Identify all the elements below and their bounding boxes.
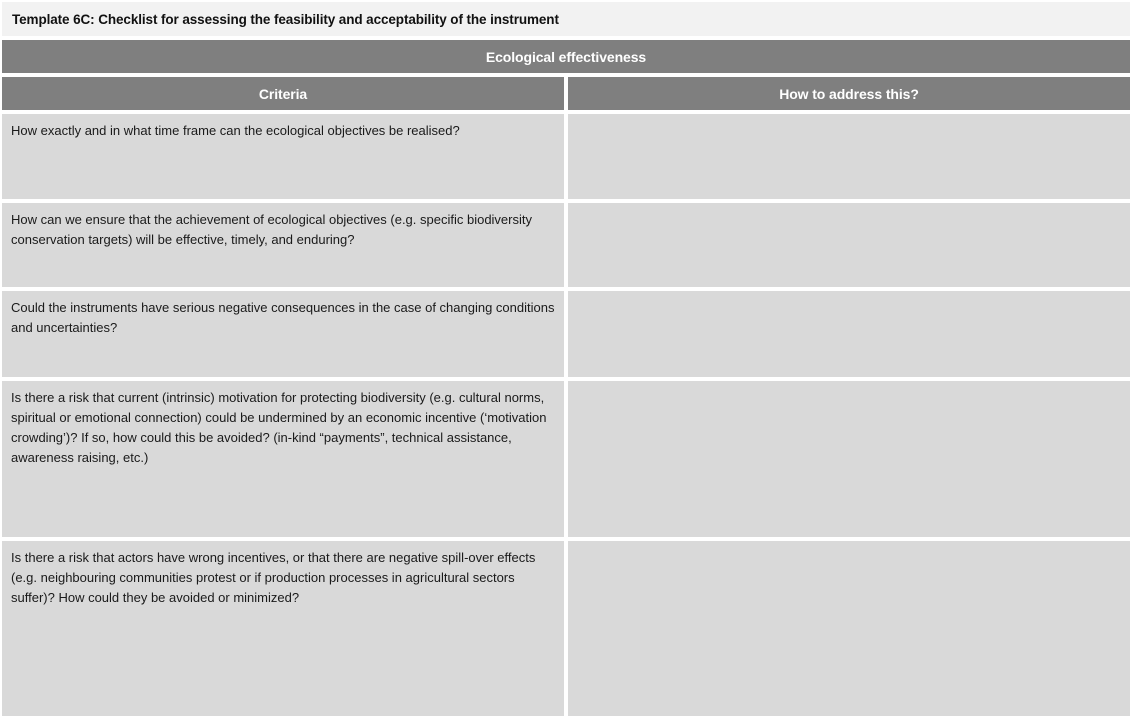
table-row — [2, 381, 1130, 537]
table-row — [2, 203, 1130, 287]
answer-cell[interactable] — [568, 114, 1130, 199]
column-header-criteria-label: Criteria — [258, 85, 308, 102]
table-row — [2, 114, 1130, 199]
column-header-how-to-address-label: How to address this? — [779, 85, 919, 102]
answer-cell[interactable] — [568, 381, 1130, 537]
criteria-cell: Could the instruments have serious negative consequences in the case of changing conditions and uncertainties? — [2, 291, 564, 377]
table-row — [2, 291, 1130, 377]
criteria-cell: How exactly and in what time frame can the ecological objectives be realised? — [2, 114, 564, 199]
criteria-cell: How can we ensure that the achievement of ecological objectives (e.g. specific biodiversity conservation targets) will be effective, timely, and enduring? — [2, 203, 564, 287]
criteria-cell: Is there a risk that current (intrinsic) motivation for protecting biodiversity (e.g. cultural norms, spiritual or emotional connection) could be undermined by an economic incentive (‘motivation crowding’)? If so, how could this be avoided? (in-kind “payments”, technical assistance, awareness raising, etc.) — [2, 381, 564, 537]
table-header-row — [2, 77, 1130, 110]
table-row — [2, 541, 1130, 716]
answer-cell[interactable] — [568, 291, 1130, 377]
column-header-criteria — [2, 77, 564, 110]
section-header-label: Ecological effectiveness — [485, 48, 647, 65]
section-header-ecological-effectiveness — [2, 40, 1130, 73]
criteria-cell: Is there a risk that actors have wrong incentives, or that there are negative spill-over effects (e.g. neighbouring communities protest or if production processes in agricultural sectors suffer)? How could they be avoided or minimized? — [2, 541, 564, 716]
answer-cell[interactable] — [568, 541, 1130, 716]
column-header-how-to-address — [568, 77, 1130, 110]
answer-cell[interactable] — [568, 203, 1130, 287]
template-title-bar — [2, 2, 1130, 36]
template-title: Template 6C: Checklist for assessing the feasibility and acceptability of the instrument — [12, 11, 559, 27]
